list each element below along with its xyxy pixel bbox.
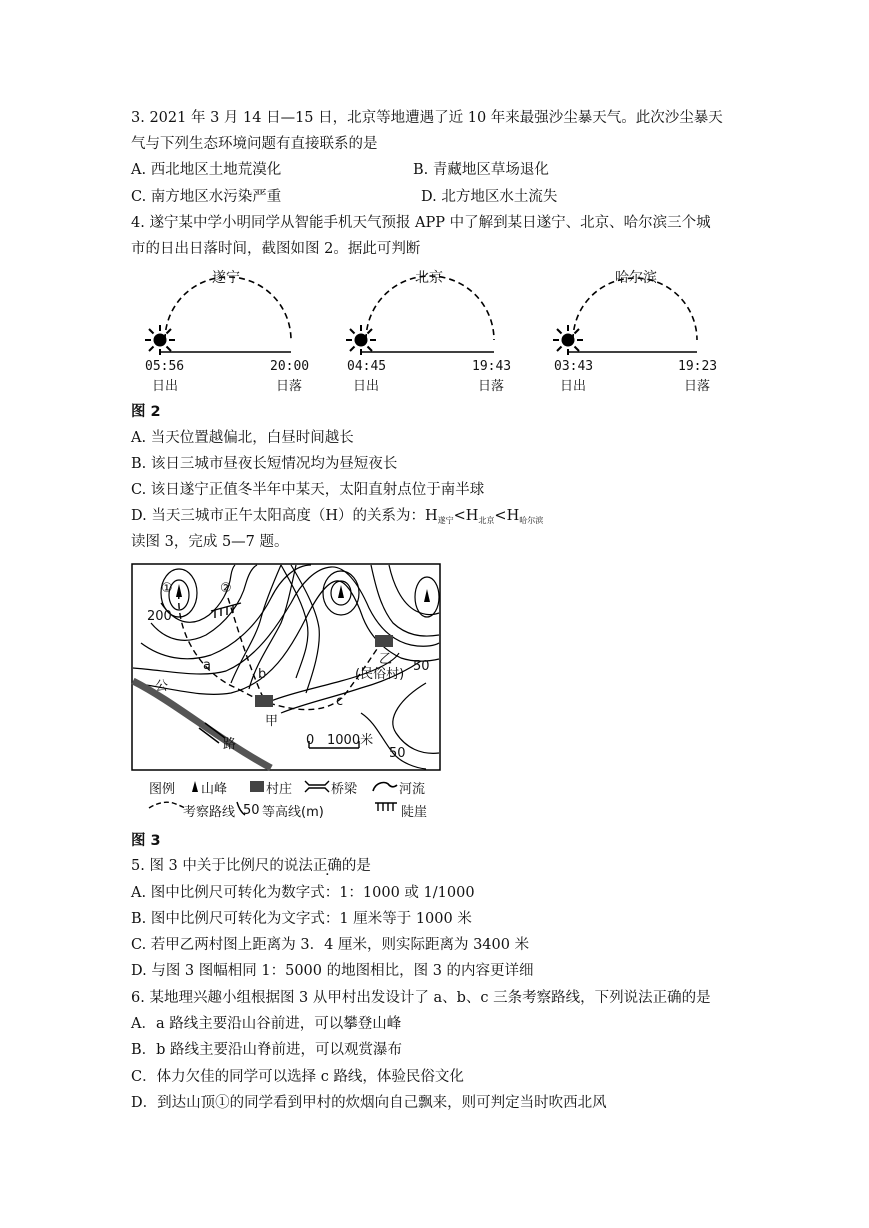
q6-stem: 6. 某地理兴趣小组根据图 3 从甲村出发设计了 a、b、c 三条考察路线，下列说法正确的是 — [131, 990, 711, 1006]
figure-3 — [131, 563, 441, 825]
scale-distance-label: 1000米 — [327, 733, 374, 748]
sunrise-time-harbin: 03:43 — [554, 359, 594, 374]
q5-option-a: A. 图中比例尺可转化为数字式：1：1000 或 1/1000 — [131, 885, 475, 901]
q5-option-d: D. 与图 3 图幅相同 1：5000 的地图相比，图 3 的内容更详细 — [131, 963, 534, 979]
less-than: <H — [453, 508, 479, 524]
legend-title: 图例 — [149, 782, 176, 797]
legend-peak-label: 山峰 — [201, 782, 228, 797]
road-label: 公 — [155, 679, 169, 694]
section-intro: 读图 3，完成 5—7 题。 — [131, 534, 289, 550]
sunset-time-beijing: 19:43 — [472, 359, 512, 374]
bridge-icon — [305, 781, 329, 792]
figure-3-caption: 图 3 — [131, 833, 161, 849]
q3-option-a: A. 西北地区土地荒漠化 — [131, 162, 282, 178]
legend-bridge-label: 桥梁 — [331, 782, 358, 797]
subscript-suining: 遂宁 — [437, 516, 454, 525]
q3-option-b: B. 青藏地区草场退化 — [413, 162, 549, 178]
hilltop-2-label: ② — [220, 581, 232, 596]
q4-option-d — [131, 506, 543, 528]
river-icon — [373, 783, 397, 791]
sunset-time-harbin: 19:23 — [678, 359, 718, 374]
legend-route-label: 考察路线 — [183, 805, 236, 820]
sun-path-suining — [145, 277, 291, 355]
sunrise-label: 日出 — [353, 379, 380, 394]
subscript-harbin: 哈尔滨 — [519, 516, 544, 525]
sun-path-beijing — [346, 276, 494, 355]
city-name-harbin: 哈尔滨 — [615, 270, 657, 286]
q5-option-c: C. 若甲乙两村图上距离为 3．4 厘米，则实际距离为 3400 米 — [131, 937, 530, 953]
village-jia-icon — [255, 695, 273, 707]
route-c-label: c — [336, 694, 344, 709]
legend-village-label: 村庄 — [266, 782, 293, 797]
legend-river-label: 河流 — [399, 782, 426, 797]
q5-stem-post: 的是 — [341, 858, 371, 874]
q3-stem-line1: 3. 2021 年 3 月 14 日—15 日，北京等地遭遇了近 10 年来最强沙尘暴天气。此次沙尘暴天 — [131, 110, 723, 126]
q5-option-b: B. 图中比例尺可转化为文字式：1 厘米等于 1000 米 — [131, 911, 472, 927]
sunset-label: 日落 — [276, 379, 303, 394]
q3-option-c: C. 南方地区水污染严重 — [131, 189, 282, 205]
road-label: 路 — [223, 737, 237, 752]
q4-option-a: A. 当天位置越偏北，白昼时间越长 — [131, 430, 354, 446]
scale-zero-label: 0 — [306, 733, 315, 748]
city-name-suining: 遂宁 — [212, 270, 240, 286]
village-jia-label: 甲 — [265, 714, 279, 729]
legend-cliff-label: 陡崖 — [401, 805, 428, 820]
sunset-label: 日落 — [684, 379, 711, 394]
village-yi-icon — [375, 635, 393, 647]
route-a-label: a — [203, 658, 211, 673]
sunset-label: 日落 — [478, 379, 505, 394]
sun-path-harbin — [553, 278, 697, 355]
city-name-beijing: 北京 — [415, 270, 443, 286]
sun-icon — [145, 325, 175, 355]
q6-option-c: C．体力欠佳的同学可以选择 c 路线，体验民俗文化 — [131, 1069, 464, 1085]
legend-contour-num: 50 — [243, 803, 260, 818]
legend-contour-label: 等高线(m) — [262, 805, 324, 820]
cliff-icon — [375, 803, 397, 811]
sun-icon — [553, 325, 583, 355]
q4-option-b: B. 该日三城市昼夜长短情况均为昼短夜长 — [131, 456, 398, 472]
sunrise-label: 日出 — [152, 379, 179, 394]
sun-icon — [346, 325, 376, 355]
q6-option-d: D．到达山顶①的同学看到甲村的炊烟向自己飘来，则可判定当时吹西北风 — [131, 1095, 607, 1111]
sunrise-label: 日出 — [560, 379, 587, 394]
q4-option-d-text: D. 当天三城市正午太阳高度（H）的关系为：H — [131, 508, 438, 524]
figure-2-caption: 图 2 — [131, 404, 161, 420]
contour-50-label: 50 — [389, 746, 406, 761]
peak-icon — [192, 781, 198, 792]
q5-emphasis: 正确 — [312, 858, 342, 874]
sunset-time-suining: 20:00 — [270, 359, 310, 374]
route-icon — [149, 802, 187, 809]
contour-200-label: 200 — [147, 609, 172, 624]
village-icon — [250, 781, 264, 792]
q4-option-c: C. 该日遂宁正值冬半年中某天，太阳直射点位于南半球 — [131, 482, 485, 498]
subscript-beijing: 北京 — [478, 516, 495, 525]
q6-option-a: A．a 路线主要沿山谷前进，可以攀登山峰 — [131, 1016, 402, 1032]
q4-stem-line1: 4. 遂宁某中学小明同学从智能手机天气预报 APP 中了解到某日遂宁、北京、哈尔滨三个城 — [131, 215, 711, 231]
q6-option-b: B．b 路线主要沿山脊前进，可以观赏瀑布 — [131, 1042, 403, 1058]
q3-stem-line2: 气与下列生态环境问题有直接联系的是 — [131, 136, 378, 152]
q5-stem-pre: 5. 图 3 中关于比例尺的说法 — [131, 858, 313, 874]
hilltop-1-label: ① — [161, 581, 173, 596]
sunrise-time-beijing: 04:45 — [347, 359, 387, 374]
route-b-label: b — [258, 667, 267, 682]
q4-stem-line2: 市的日出日落时间，截图如图 2。据此可判断 — [131, 241, 421, 257]
contour-50-label: 50 — [413, 659, 430, 674]
q5-stem — [131, 856, 371, 876]
figure-2 — [140, 265, 740, 395]
q3-option-d: D. 北方地区水土流失 — [421, 189, 558, 205]
less-than: <H — [494, 508, 520, 524]
sunrise-time-suining: 05:56 — [145, 359, 185, 374]
village-yi-label: 乙 — [379, 652, 393, 667]
folk-village-label: (民俗村) — [355, 667, 405, 682]
